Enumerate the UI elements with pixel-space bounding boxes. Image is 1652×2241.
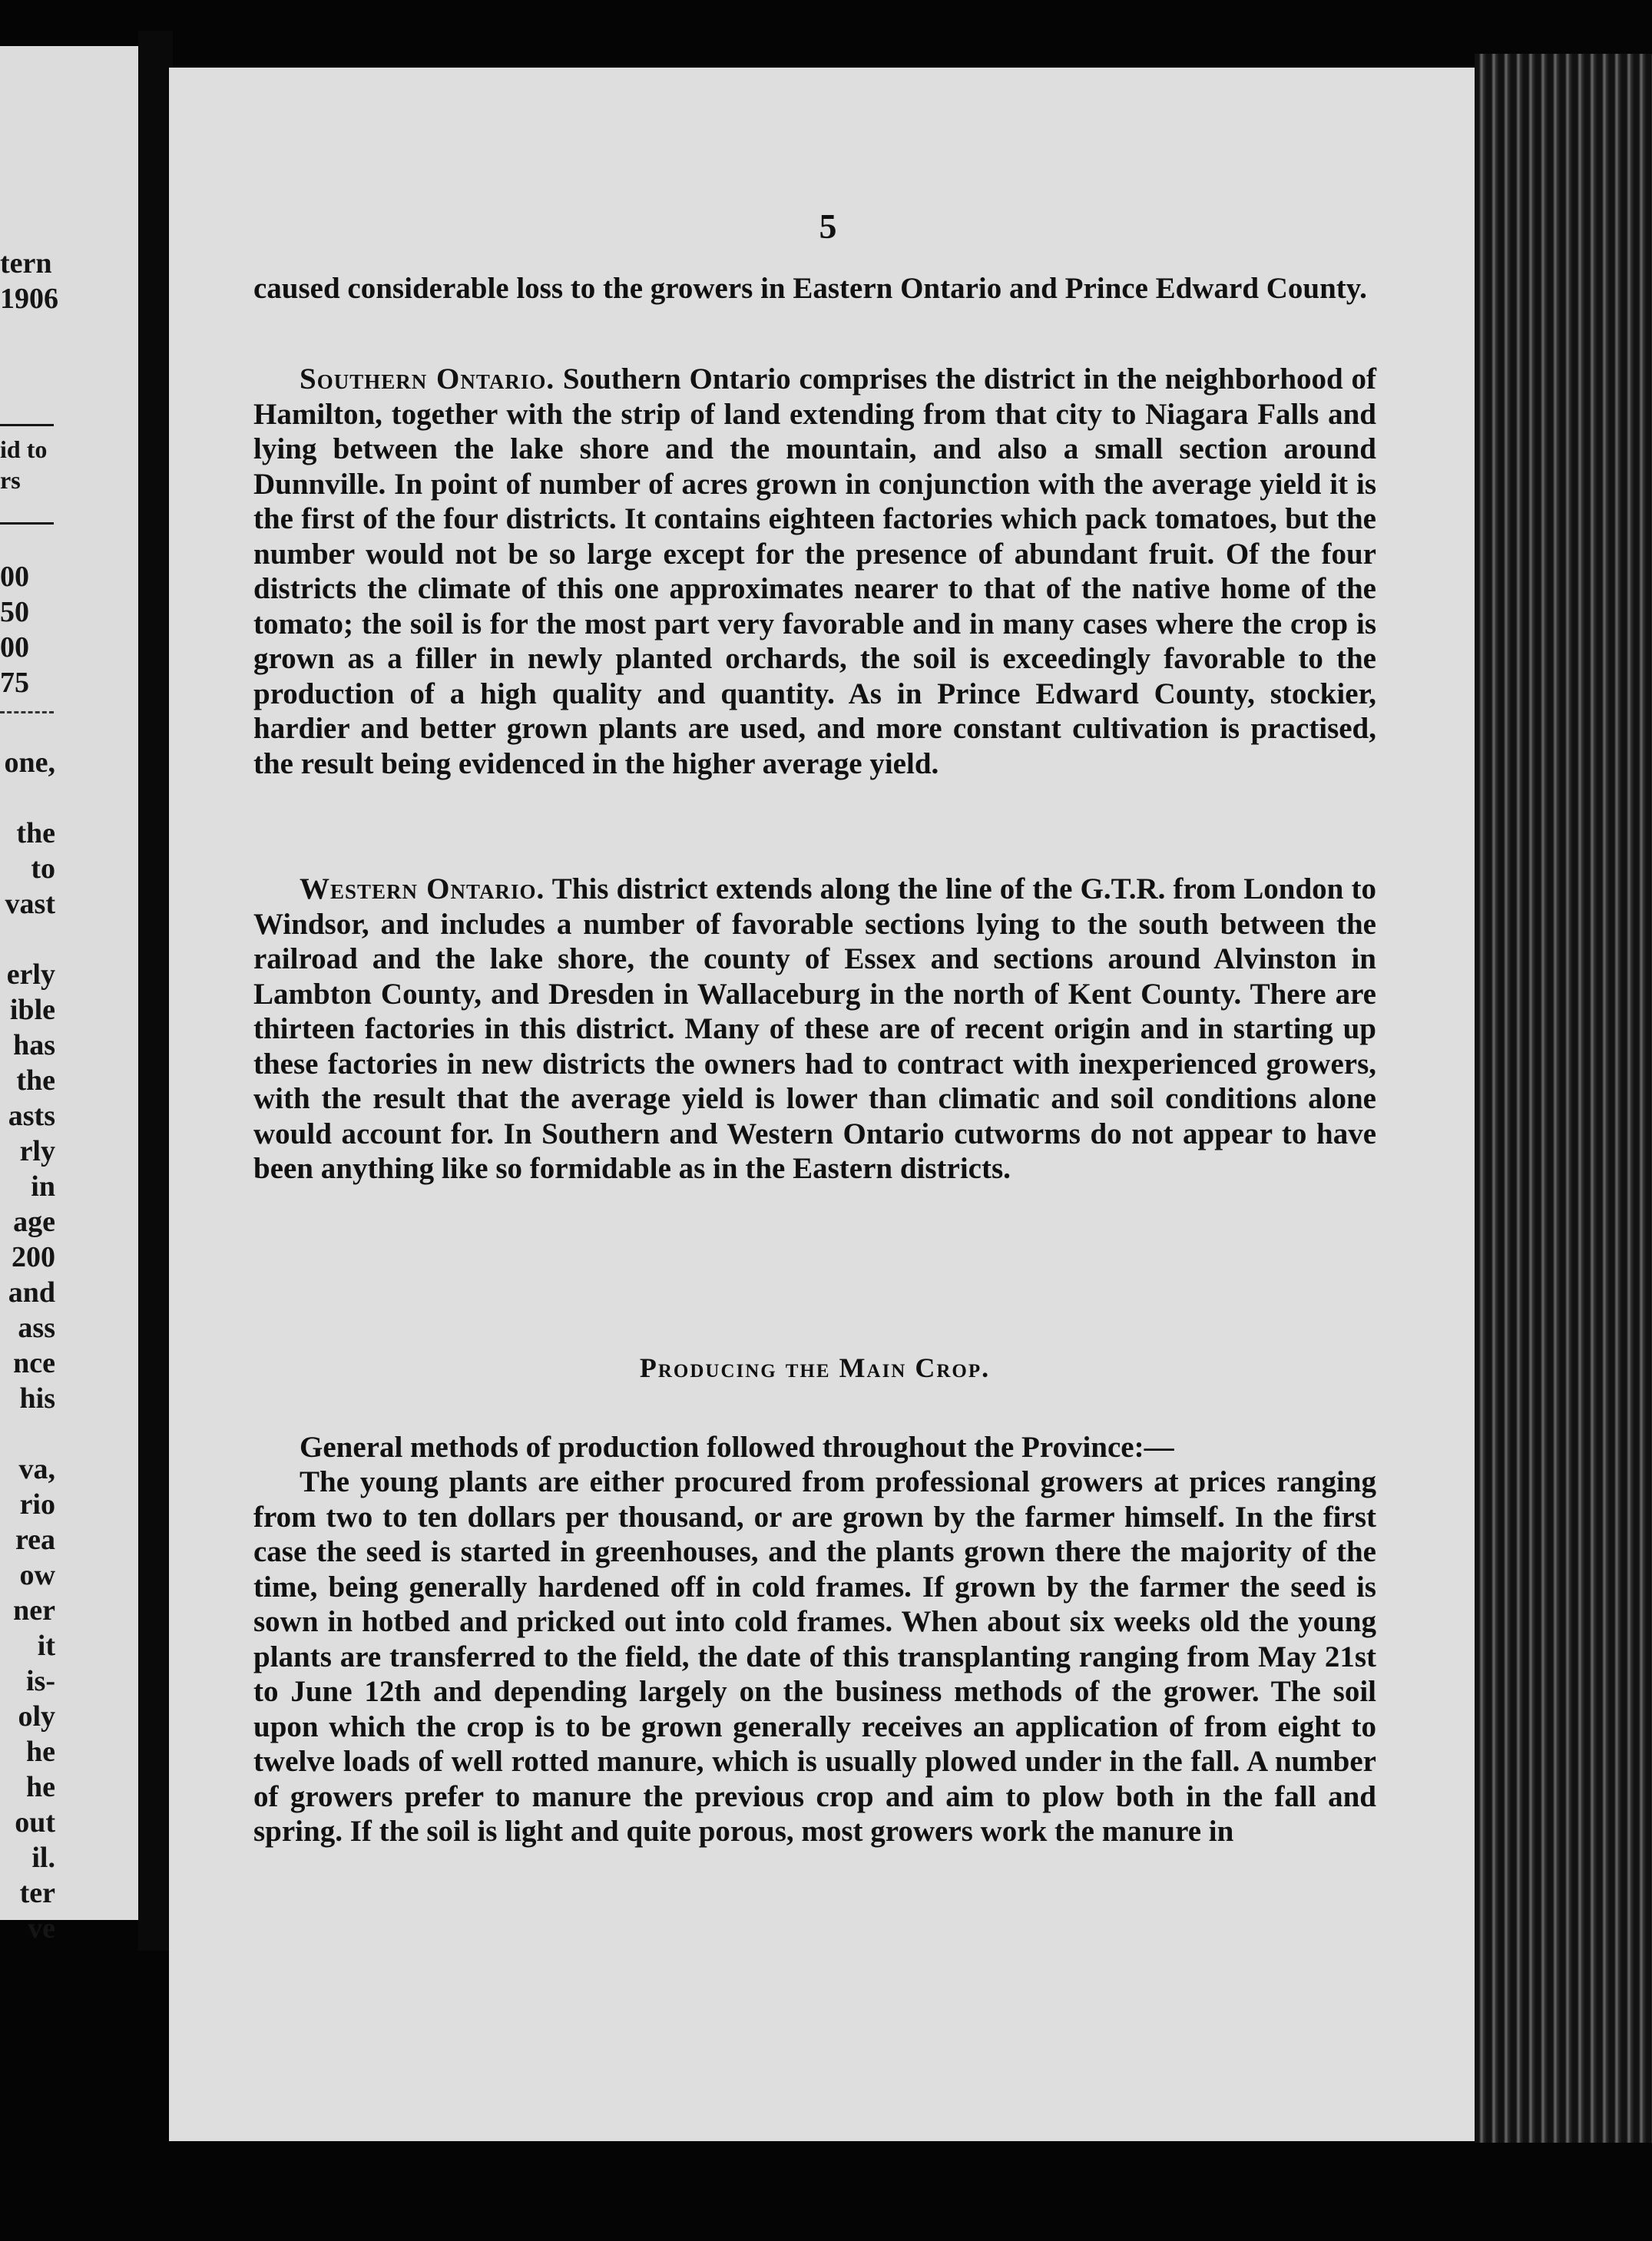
left-fragment-line: asts — [8, 1100, 55, 1132]
left-fragment-line: out — [15, 1806, 55, 1839]
left-fragment-line: he — [26, 1736, 55, 1768]
left-fragment-line: ter — [19, 1877, 55, 1909]
left-fragment-line — [0, 922, 55, 957]
left-fragment-line: and — [8, 1276, 55, 1309]
left-fragment-line: it — [37, 1630, 55, 1662]
left-fragment-line: 00 — [0, 561, 29, 593]
scan-border — [0, 2143, 1652, 2241]
run-in-heading: Southern Ontario. — [300, 362, 555, 396]
left-fragment-line: age — [13, 1206, 55, 1238]
left-fragment-line: the — [16, 817, 55, 849]
left-fragment-header — [0, 434, 47, 495]
left-rule — [0, 424, 54, 426]
left-fragment-line: to — [31, 852, 55, 885]
left-fragment-line: nce — [13, 1347, 55, 1379]
left-fragment-top — [0, 246, 58, 316]
left-fragment-line: oly — [18, 1700, 55, 1733]
left-fragment-line: tern — [0, 247, 52, 280]
left-fragment-line: his — [19, 1382, 55, 1415]
left-fragment-line: il. — [31, 1842, 55, 1874]
left-fragment-line: one, — [4, 746, 55, 779]
left-fragment-line: he — [26, 1771, 55, 1803]
left-fragment-line: the — [16, 1064, 55, 1097]
left-fragment-line: 75 — [0, 667, 29, 699]
left-fragment-line: va, — [18, 1453, 55, 1485]
left-fragment-line: in — [31, 1170, 55, 1203]
left-fragment-line: 50 — [0, 596, 29, 628]
left-fragment-line — [0, 780, 55, 816]
left-fragment-line: 00 — [0, 631, 29, 664]
left-fragment-line: ow — [19, 1559, 55, 1591]
left-rule — [0, 711, 54, 713]
paragraph-western-ontario — [253, 872, 1376, 1187]
left-fragment-line: rs — [0, 466, 21, 494]
run-in-heading: Western Ontario. — [300, 872, 545, 905]
left-fragment-line: is- — [26, 1665, 55, 1697]
left-rule — [0, 522, 54, 525]
left-fragment-line: 200 — [12, 1241, 55, 1273]
page-stack-edge — [1475, 54, 1652, 2204]
section-heading: Producing the Main Crop. — [639, 1352, 991, 1383]
left-fragment-line: erly — [6, 958, 55, 991]
paragraph-continuation: caused considerable loss to the growers in Eastern Ontario and Prince Edward County. — [253, 272, 1367, 305]
left-fragment-line: has — [13, 1029, 55, 1061]
left-fragment-line: ible — [9, 994, 55, 1026]
paragraph-southern-ontario — [253, 362, 1376, 781]
left-fragment-line: id to — [0, 435, 48, 463]
left-fragment-line: ass — [18, 1312, 55, 1344]
section-intro: General methods of production followed throughout the Province:— — [300, 1431, 1174, 1464]
left-fragment-body — [0, 745, 55, 1946]
previous-page-fragment — [0, 46, 138, 1945]
left-fragment-numbers — [0, 559, 29, 700]
page-number: 5 — [819, 207, 837, 246]
left-fragment-line: ve — [28, 1912, 55, 1945]
left-fragment-line: 1906 — [0, 283, 58, 315]
paragraph-text: Southern Ontario comprises the district in the neighborhood of Hamilton, together with the strip of land extending from that city to Niagara Falls and lying between the lake shore and the mountain, and also a small section around Dunnville. In point of number of acres grown in conjunction with the average yield it is the first of the four districts. It contains eighteen factories which pack tomatoes, but the number would not be so large except for the presence of abundant fruit. Of the four districts the climate of this one approximates nearer to that of the native home of the tomato; the soil is for the most part very favorable and in many cases where the crop is grown as a filler in newly planted orchards, the soil is exceedingly favorable to the production of a high quality and quantity. As in Prince Edward County, stockier, hardier and better grown plants are used, and more constant cultivation is practised, the result being evidenced in the higher average yield. — [253, 362, 1376, 780]
left-fragment-line: ner — [13, 1594, 55, 1627]
left-fragment-line: rly — [19, 1135, 55, 1167]
paragraph-text: This district extends along the line of the G.T.R. from London to Windsor, and includes a number of favorable sections lying to the south between the railroad and the lake shore, the county of Essex and sections around Alvinston in Lambton County, and Dresden in Wallaceburg in the north of Kent County. There are thirteen factories in this district. Many of these are of recent origin and in starting up these factories in new districts the owners had to contract with inexperienced growers, with the result that the average yield is lower than climatic and soil conditions alone would account for. In Southern and Western Ontario cutworms do not appear to have been anything like so formidable as in the Eastern districts. — [253, 872, 1376, 1185]
left-fragment-line: rio — [19, 1488, 55, 1521]
left-fragment-line — [0, 1416, 55, 1452]
section-body: The young plants are either procured from professional growers at prices ranging from two to ten dollars per thousand, or are grown by the farmer himself. In the first case the seed is started in greenhouses, and the plants grown there the majority of the time, being generally hardened off in cold frames. If grown by the farmer the seed is sown in hotbed and pricked out into cold frames. When about six weeks old the young plants are transferred to the field, the date of this transplanting ranging from May 21st to June 12th and depending largely on the business methods of the grower. The soil upon which the crop is to be grown generally receives an application of from eight to twelve loads of well rotted manure, which is usually plowed under in the fall. A number of growers prefer to manure the previous crop and aim to plow both in the fall and spring. If the soil is light and quite porous, most growers work the manure in — [253, 1465, 1376, 1848]
left-fragment-line: rea — [15, 1524, 55, 1556]
book-gutter — [138, 31, 173, 1951]
left-fragment-line: vast — [5, 888, 55, 920]
